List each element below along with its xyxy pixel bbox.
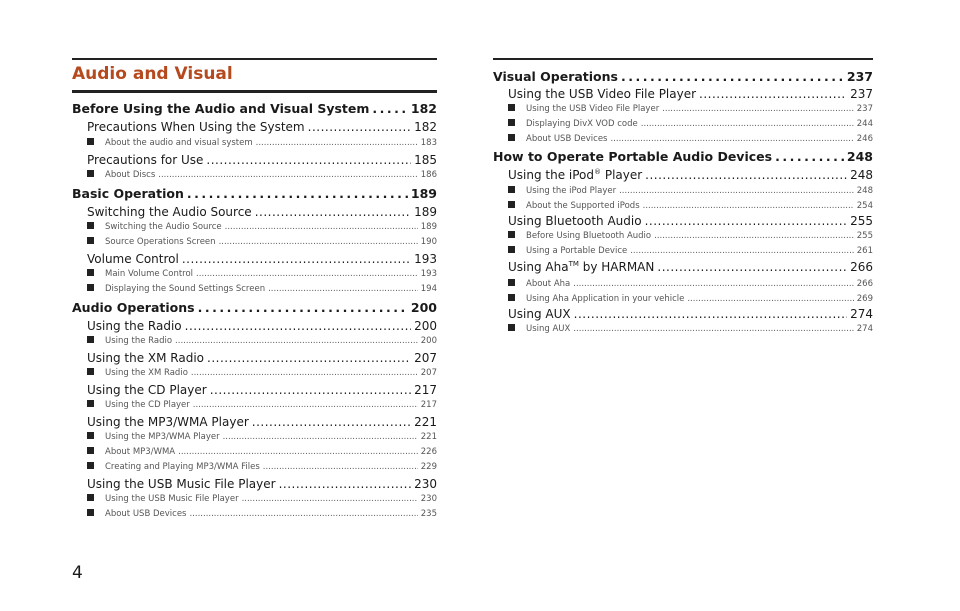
section-title-rule: [72, 90, 437, 93]
toc-entry-page: 193: [414, 252, 437, 266]
toc-entry-page: 182: [410, 101, 437, 116]
toc-entry-h3[interactable]: [493, 119, 873, 129]
toc-entry-page: 217: [420, 400, 437, 410]
dot-leader: [610, 134, 853, 144]
dot-leader: [225, 222, 418, 232]
top-rule-left: [72, 58, 437, 60]
toc-entry-label: About Aha: [508, 279, 570, 289]
toc-entry-h3[interactable]: [493, 294, 873, 304]
toc-entry-h3[interactable]: [493, 231, 873, 241]
square-bullet-icon: [87, 336, 94, 343]
toc-entry-label: About the audio and visual system: [87, 138, 253, 148]
dot-leader: [657, 260, 847, 274]
toc-entry-page: 190: [420, 237, 437, 247]
toc-entry-h3[interactable]: [72, 400, 437, 410]
square-bullet-icon: [87, 170, 94, 177]
toc-entry-h3[interactable]: [72, 432, 437, 442]
toc-entry-page: 248: [850, 168, 873, 182]
dot-leader: [158, 170, 417, 180]
toc-entry-page: 186: [420, 170, 437, 180]
toc-entry-label: Using the MP3/WMA Player: [87, 432, 220, 442]
toc-entry-label: Using the USB Music File Player: [87, 477, 276, 491]
dot-leader: [645, 168, 847, 182]
square-bullet-icon: [87, 447, 94, 454]
toc-entry-page: 274: [850, 307, 873, 321]
dot-leader: [210, 383, 411, 397]
toc-entry-page: 221: [414, 415, 437, 429]
dot-leader: [621, 69, 844, 84]
toc-entry-label: About USB Devices: [508, 134, 607, 144]
toc-entry-h2[interactable]: [72, 319, 437, 333]
toc-entry-label: Before Using Bluetooth Audio: [508, 231, 651, 241]
toc-entry-h3[interactable]: [493, 201, 873, 211]
dot-leader: [206, 153, 411, 167]
dot-leader: [279, 477, 412, 491]
dot-leader: [619, 186, 854, 196]
square-bullet-icon: [87, 284, 94, 291]
dot-leader: [185, 319, 411, 333]
toc-entry-page: 217: [414, 383, 437, 397]
square-bullet-icon: [87, 269, 94, 276]
toc-entry-label: Using the USB Video File Player: [508, 87, 697, 101]
toc-entry-page: 189: [414, 205, 437, 219]
dot-leader: [187, 186, 408, 201]
dot-leader: [268, 284, 418, 294]
toc-entry-label: Using AUX: [508, 324, 570, 334]
dot-leader: [775, 149, 844, 164]
dot-leader: [308, 120, 411, 134]
square-bullet-icon: [87, 222, 94, 229]
toc-entry-page: 226: [420, 447, 437, 457]
toc-entry-h1[interactable]: [493, 149, 873, 164]
toc-entry-h3[interactable]: [493, 279, 873, 289]
toc-entry-h2[interactable]: [72, 351, 437, 365]
toc-entry-page: 193: [420, 269, 437, 279]
dot-leader: [242, 494, 418, 504]
toc-entry-label: Using the XM Radio: [87, 368, 188, 378]
square-bullet-icon: [508, 294, 515, 301]
dot-leader: [182, 252, 411, 266]
toc-entry-page: 237: [856, 104, 873, 114]
square-bullet-icon: [508, 186, 515, 193]
toc-entry-page: 255: [850, 214, 873, 228]
toc-entry-label: Creating and Playing MP3/WMA Files: [87, 462, 260, 472]
toc-entry-label: About the Supported iPods: [508, 201, 640, 211]
toc-entry-label: Displaying DivX VOD code: [508, 119, 638, 129]
square-bullet-icon: [87, 400, 94, 407]
square-bullet-icon: [508, 201, 515, 208]
toc-entry-page: 248: [846, 149, 873, 164]
toc-entry-label: Using the iPod® Player: [508, 168, 643, 182]
toc-entry-page: 189: [410, 186, 437, 201]
toc-entry-page: 266: [856, 279, 873, 289]
toc-entry-page: 244: [856, 119, 873, 129]
toc-entry-h3[interactable]: [72, 222, 437, 232]
toc-entry-label: Using the Radio: [87, 319, 182, 333]
section-title: Audio and Visual: [72, 64, 233, 84]
toc-entry-h2[interactable]: [72, 383, 437, 397]
toc-entry-page: 246: [856, 134, 873, 144]
toc-entry-h2[interactable]: [493, 307, 873, 321]
toc-entry-label: About USB Devices: [87, 509, 186, 519]
dot-leader: [573, 324, 853, 334]
toc-entry-h1[interactable]: [72, 300, 437, 315]
dot-leader: [193, 400, 418, 410]
toc-entry-label: Using the XM Radio: [87, 351, 205, 365]
toc-entry-page: 182: [414, 120, 437, 134]
toc-entry-label: Using the iPod Player: [508, 186, 616, 196]
square-bullet-icon: [87, 432, 94, 439]
dot-leader: [372, 101, 408, 116]
toc-entry-label: Displaying the Sound Settings Screen: [87, 284, 265, 294]
toc-entry-page: 237: [850, 87, 873, 101]
toc-entry-label: Using Aha™ by HARMAN: [508, 260, 655, 274]
dot-leader: [196, 269, 418, 279]
dot-leader: [207, 351, 411, 365]
toc-entry-page: 185: [414, 153, 437, 167]
toc-entry-h3[interactable]: [72, 462, 437, 472]
toc-entry-h2[interactable]: [72, 120, 437, 134]
square-bullet-icon: [87, 462, 94, 469]
toc-entry-label: Using a Portable Device: [508, 246, 627, 256]
toc-entry-label: About MP3/WMA: [87, 447, 175, 457]
square-bullet-icon: [508, 279, 515, 286]
toc-entry-page: 183: [420, 138, 437, 148]
toc-entry-h3[interactable]: [72, 284, 437, 294]
dot-leader: [263, 462, 418, 472]
toc-entry-page: 200: [410, 300, 437, 315]
toc-entry-h1[interactable]: [72, 186, 437, 201]
toc-entry-page: 230: [420, 494, 437, 504]
square-bullet-icon: [508, 119, 515, 126]
toc-entry-h3[interactable]: [72, 368, 437, 378]
toc-entry-h2[interactable]: [493, 168, 873, 182]
toc-entry-label: Using Bluetooth Audio: [508, 214, 642, 228]
toc-entry-h3[interactable]: [72, 237, 437, 247]
toc-entry-label: Precautions When Using the System: [87, 120, 305, 134]
toc-entry-page: 255: [856, 231, 873, 241]
page-number: 4: [72, 563, 83, 583]
square-bullet-icon: [508, 246, 515, 253]
toc-entry-page: 207: [414, 351, 437, 365]
toc-entry-page: 269: [856, 294, 873, 304]
toc-entry-page: 194: [420, 284, 437, 294]
toc-entry-page: 254: [856, 201, 873, 211]
toc-entry-h3[interactable]: [493, 246, 873, 256]
toc-entry-h3[interactable]: [493, 324, 873, 334]
dot-leader: [189, 509, 417, 519]
toc-entry-label: Audio Operations: [72, 300, 195, 315]
toc-entry-label: Using the USB Video File Player: [508, 104, 659, 114]
dot-leader: [198, 300, 408, 315]
toc-entry-label: Precautions for Use: [87, 153, 204, 167]
toc-entry-page: 237: [846, 69, 873, 84]
dot-leader: [175, 336, 418, 346]
toc-entry-h3[interactable]: [493, 134, 873, 144]
dot-leader: [574, 307, 847, 321]
dot-leader: [573, 279, 854, 289]
toc-entry-h3[interactable]: [72, 170, 437, 180]
dot-leader: [223, 432, 418, 442]
toc-entry-h2[interactable]: [72, 415, 437, 429]
toc-entry-label: Using AUX: [508, 307, 571, 321]
toc-entry-label: Source Operations Screen: [87, 237, 216, 247]
dot-leader: [699, 87, 847, 101]
toc-entry-page: 266: [850, 260, 873, 274]
dot-leader: [643, 201, 854, 211]
dot-leader: [687, 294, 853, 304]
toc-entry-page: 200: [414, 319, 437, 333]
dot-leader: [256, 138, 418, 148]
toc-entry-h3[interactable]: [72, 269, 437, 279]
toc-entry-label: Before Using the Audio and Visual System: [72, 101, 370, 116]
toc-entry-page: 261: [856, 246, 873, 256]
square-bullet-icon: [87, 368, 94, 375]
toc-entry-h3[interactable]: [72, 494, 437, 504]
toc-entry-page: 235: [420, 509, 437, 519]
dot-leader: [178, 447, 418, 457]
square-bullet-icon: [508, 231, 515, 238]
toc-entry-page: 274: [856, 324, 873, 334]
toc-entry-label: Using the CD Player: [87, 400, 190, 410]
toc-entry-h1[interactable]: [493, 69, 873, 84]
toc-entry-h2[interactable]: [493, 87, 873, 101]
toc-entry-label: About Discs: [87, 170, 155, 180]
square-bullet-icon: [87, 509, 94, 516]
toc-entry-label: Visual Operations: [493, 69, 618, 84]
toc-entry-label: Switching the Audio Source: [87, 205, 252, 219]
square-bullet-icon: [87, 237, 94, 244]
toc-entry-label: Basic Operation: [72, 186, 184, 201]
dot-leader: [662, 104, 854, 114]
dot-leader: [641, 119, 854, 129]
toc-entry-h3[interactable]: [72, 336, 437, 346]
dot-leader: [630, 246, 854, 256]
toc-entry-page: 200: [420, 336, 437, 346]
toc-entry-h1[interactable]: [72, 101, 437, 116]
square-bullet-icon: [508, 324, 515, 331]
square-bullet-icon: [87, 138, 94, 145]
toc-entry-label: Switching the Audio Source: [87, 222, 222, 232]
toc-entry-h2[interactable]: [493, 260, 873, 274]
toc-entry-h2[interactable]: [72, 477, 437, 491]
dot-leader: [654, 231, 854, 241]
toc-entry-h2[interactable]: [72, 153, 437, 167]
toc-entry-h2[interactable]: [72, 252, 437, 266]
toc-entry-label: Volume Control: [87, 252, 179, 266]
dot-leader: [645, 214, 848, 228]
toc-entry-page: 230: [414, 477, 437, 491]
toc-entry-page: 229: [420, 462, 437, 472]
toc-entry-label: Using the CD Player: [87, 383, 207, 397]
toc-entry-label: How to Operate Portable Audio Devices: [493, 149, 773, 164]
toc-entry-label: Using the Radio: [87, 336, 172, 346]
square-bullet-icon: [508, 134, 515, 141]
toc-entry-page: 221: [420, 432, 437, 442]
square-bullet-icon: [87, 494, 94, 501]
dot-leader: [191, 368, 418, 378]
toc-entry-page: 248: [856, 186, 873, 196]
toc-entry-h3[interactable]: [493, 104, 873, 114]
toc-entry-label: Using the MP3/WMA Player: [87, 415, 249, 429]
toc-entry-h3[interactable]: [493, 186, 873, 196]
toc-entry-label: Main Volume Control: [87, 269, 193, 279]
dot-leader: [252, 415, 411, 429]
toc-entry-page: 189: [420, 222, 437, 232]
dot-leader: [255, 205, 411, 219]
square-bullet-icon: [508, 104, 515, 111]
toc-entry-label: Using Aha Application in your vehicle: [508, 294, 684, 304]
toc-entry-h3[interactable]: [72, 138, 437, 148]
toc-entry-label: Using the USB Music File Player: [87, 494, 239, 504]
toc-entry-h2[interactable]: [72, 205, 437, 219]
toc-entry-h2[interactable]: [493, 214, 873, 228]
toc-entry-page: 207: [420, 368, 437, 378]
top-rule-right: [493, 58, 873, 60]
toc-entry-h3[interactable]: [72, 509, 437, 519]
toc-entry-h3[interactable]: [72, 447, 437, 457]
dot-leader: [219, 237, 418, 247]
